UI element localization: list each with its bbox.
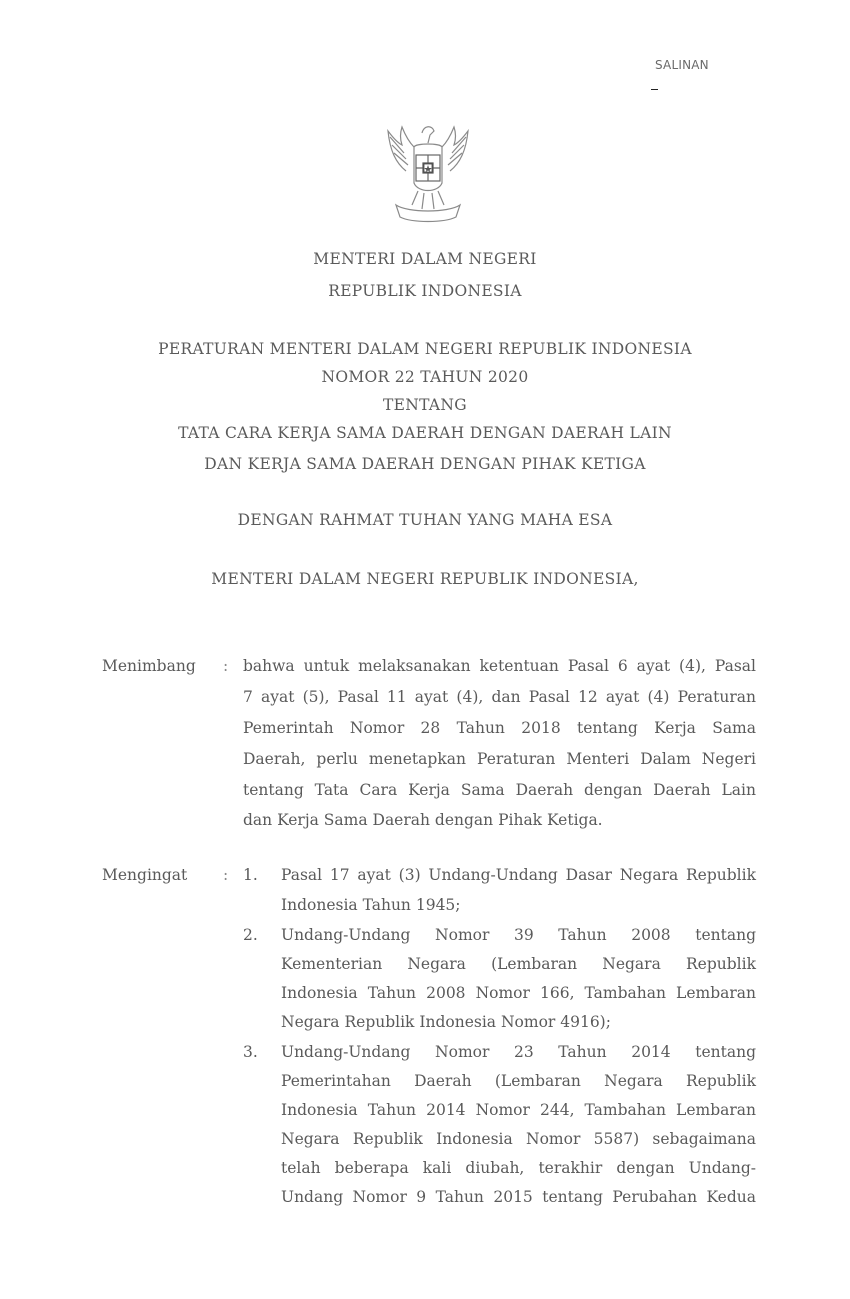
menimbang-colon: : [223, 657, 229, 675]
mengingat-item-line: Undang-Undang Nomor 39 Tahun 2008 tentang [281, 926, 756, 944]
issuer-title-line2: REPUBLIK INDONESIA [328, 282, 522, 300]
mengingat-item-line: telah beberapa kali diubah, terakhir dengan Undang- [281, 1159, 756, 1177]
copy-label: SALINAN [655, 58, 709, 72]
menimbang-line: bahwa untuk melaksanakan ketentuan Pasal 6 ayat (4), Pasal [243, 657, 756, 675]
mengingat-item-line: Indonesia Tahun 2008 Nomor 166, Tambahan Lembaran [281, 984, 756, 1002]
copy-mark [651, 89, 658, 90]
invocation: DENGAN RAHMAT TUHAN YANG MAHA ESA [237, 511, 613, 529]
menimbang-label: Menimbang [102, 657, 196, 675]
mengingat-item-line: Kementerian Negara (Lembaran Negara Republik [281, 955, 756, 973]
menimbang-line: Pemerintah Nomor 28 Tahun 2018 tentang Kerja Sama [243, 719, 756, 737]
garuda-emblem-icon [368, 113, 488, 228]
menimbang-line: 7 ayat (5), Pasal 11 ayat (4), dan Pasal 12 ayat (4) Peraturan [243, 688, 756, 706]
regulation-title-line1: PERATURAN MENTERI DALAM NEGERI REPUBLIK INDONESIA [158, 340, 692, 358]
mengingat-item-line: Negara Republik Indonesia Nomor 4916); [281, 1013, 611, 1031]
mengingat-item-line: Undang-Undang Nomor 23 Tahun 2014 tentang [281, 1043, 756, 1061]
regulation-number: NOMOR 22 TAHUN 2020 [321, 368, 529, 386]
menimbang-line: tentang Tata Cara Kerja Sama Daerah dengan Daerah Lain [243, 781, 756, 799]
mengingat-label: Mengingat [102, 866, 188, 884]
mengingat-item-line: Pasal 17 ayat (3) Undang-Undang Dasar Negara Republik [281, 866, 756, 884]
mengingat-item-line: Undang Nomor 9 Tahun 2015 tentang Perubahan Kedua [281, 1188, 756, 1206]
mengingat-item-line: Indonesia Tahun 2014 Nomor 244, Tambahan Lembaran [281, 1101, 756, 1119]
issuer-title-line1: MENTERI DALAM NEGERI [313, 250, 537, 268]
menimbang-line: dan Kerja Sama Daerah dengan Pihak Ketiga. [243, 811, 603, 829]
mengingat-item-line: Indonesia Tahun 1945; [281, 896, 461, 914]
subject-line1: TATA CARA KERJA SAMA DAERAH DENGAN DAERAH LAIN [178, 424, 672, 442]
mengingat-item-line: Negara Republik Indonesia Nomor 5587) sebagaimana [281, 1130, 756, 1148]
menimbang-line: Daerah, perlu menetapkan Peraturan Menteri Dalam Negeri [243, 750, 756, 768]
mengingat-colon: : [223, 866, 229, 884]
subject-line2: DAN KERJA SAMA DAERAH DENGAN PIHAK KETIGA [204, 455, 646, 473]
mengingat-item-number: 2. [243, 926, 258, 944]
mengingat-item-number: 1. [243, 866, 258, 884]
mengingat-item-number: 3. [243, 1043, 258, 1061]
mengingat-item-line: Pemerintahan Daerah (Lembaran Negara Republik [281, 1072, 756, 1090]
regulation-tentang: TENTANG [383, 396, 467, 414]
enacting-authority: MENTERI DALAM NEGERI REPUBLIK INDONESIA, [211, 570, 639, 588]
